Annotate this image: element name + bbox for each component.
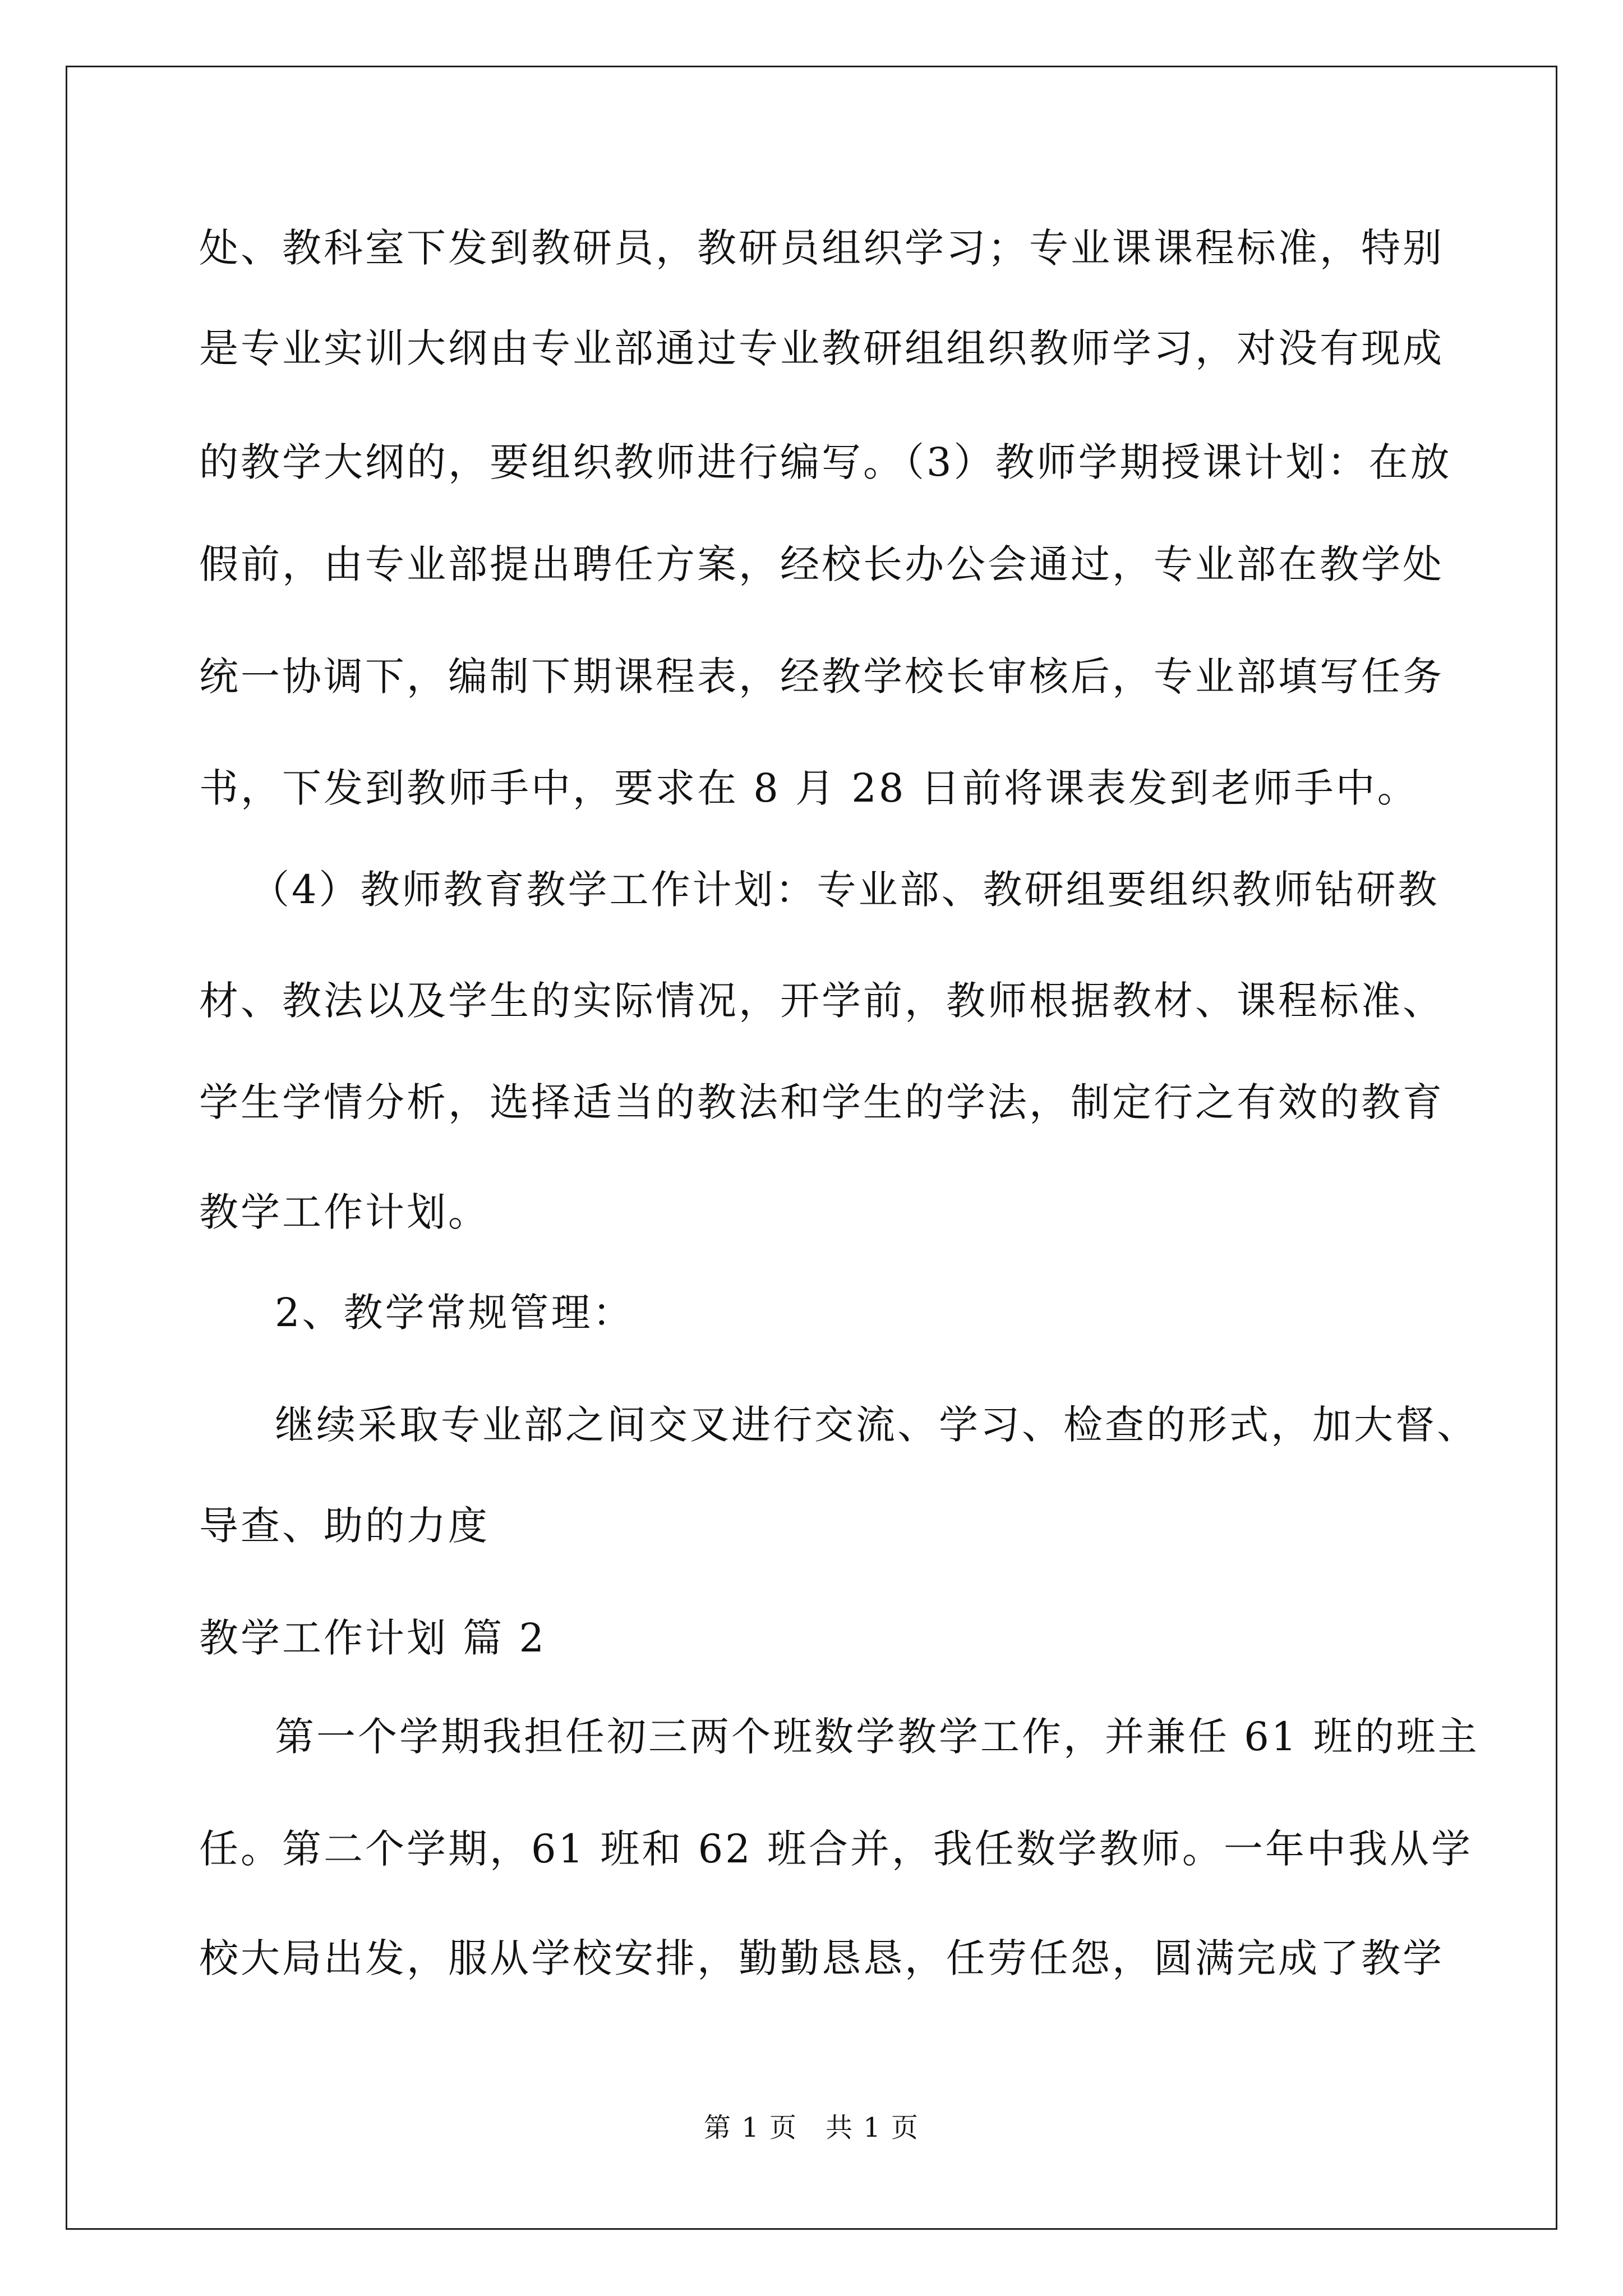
paragraph-line: 继续采取专业部之间交叉进行交流、学习、检查的形式，加大督、: [275, 1402, 1478, 1448]
page-border: [66, 66, 1557, 2230]
paragraph-line: 处、教科室下发到教研员，教研员组织学习；专业课课程标准，特别: [199, 225, 1444, 271]
section-heading: 2、教学常规管理：: [275, 1290, 634, 1336]
paragraph-line: 校大局出发，服从学校安排，勤勤恳恳，任劳任怨，圆满完成了教学: [199, 1935, 1444, 1981]
paragraph-line: 的教学大纲的，要组织教师进行编写。（3）教师学期授课计划：在放: [199, 439, 1452, 485]
article-title: 教学工作计划 篇 2: [199, 1615, 547, 1661]
paragraph-line: 任。第二个学期，61 班和 62 班合并，我任数学教师。一年中我从学: [199, 1826, 1473, 1872]
paragraph-line: 第一个学期我担任初三两个班数学教学工作，并兼任 61 班的班主: [275, 1714, 1479, 1760]
paragraph-line: 统一协调下，编制下期课程表，经教学校长审核后，专业部填写任务: [199, 654, 1444, 700]
paragraph-line: 导查、助的力度: [199, 1503, 490, 1549]
paragraph-line: 是专业实训大纲由专业部通过专业教研组组织教师学习，对没有现成: [199, 325, 1444, 371]
paragraph-line: 材、教法以及学生的实际情况，开学前，教师根据教材、课程标准、: [199, 978, 1444, 1024]
paragraph-line: 教学工作计划。: [199, 1189, 490, 1235]
paragraph-line: 学生学情分析，选择适当的教法和学生的学法，制定行之有效的教育: [199, 1079, 1444, 1125]
paragraph-line: （4）教师教育教学工作计划：专业部、教研组要组织教师钻研教: [250, 867, 1440, 913]
paragraph-line: 假前，由专业部提出聘任方案，经校长办公会通过，专业部在教学处: [199, 541, 1444, 587]
page-footer: 第 1 页 共 1 页: [703, 2112, 920, 2143]
paragraph-line: 书，下发到教师手中，要求在 8 月 28 日前将课表发到老师手中。: [199, 765, 1419, 811]
